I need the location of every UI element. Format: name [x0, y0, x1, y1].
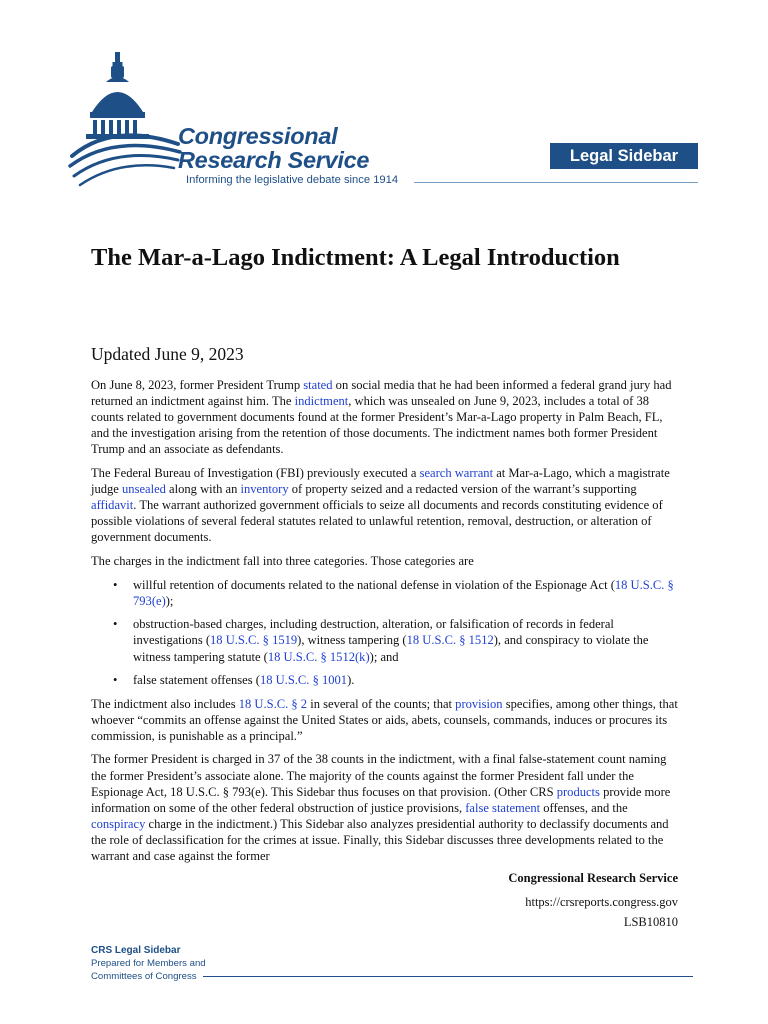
- text: ), witness tampering (: [297, 633, 407, 648]
- text: ), and conspiracy to violate the witness tampering statute (: [133, 633, 649, 664]
- bullet-icon: •: [113, 617, 118, 632]
- footer-url[interactable]: https://crsreports.congress.gov: [525, 895, 678, 909]
- list-item: [91, 672, 681, 688]
- link-793e[interactable]: 18 U.S.C. § 793(e): [133, 577, 674, 608]
- text: offenses, and the: [540, 800, 628, 815]
- footer-citation: [508, 870, 678, 930]
- charges-list: [91, 577, 681, 688]
- text: false statement offenses (: [133, 673, 260, 688]
- link-indictment[interactable]: indictment: [294, 394, 349, 409]
- bullet-icon: •: [113, 577, 118, 592]
- list-item: [91, 577, 681, 609]
- footer-divider: [203, 976, 693, 977]
- link-affidavit[interactable]: affidavit: [91, 498, 134, 513]
- link-provision[interactable]: provision: [455, 696, 503, 711]
- paragraph-1: [91, 377, 681, 457]
- text: The Federal Bureau of Investigation (FBI) previously executed a: [91, 466, 420, 481]
- link-stated[interactable]: stated: [303, 378, 333, 392]
- link-false-statement[interactable]: false statement: [465, 800, 541, 815]
- text: The former President is charged in 37 of the 38 counts in the indictment, with a final false-statement count naming the former President’s associate alone. The majority of the counts against the former President fall under the Espionage Act, 18 U.S.C. § 793(e). This Sidebar thus focuses on that provision. (Other CRS: [91, 752, 667, 799]
- footer-label: [91, 944, 206, 983]
- text: obstruction-based charges, including destruction, alteration, or falsification of records in federal investigations (: [133, 617, 614, 648]
- text: on social media that he had been informed a federal grand jury had returned an indictment against him. The: [91, 378, 672, 409]
- text: charge in the indictment.) This Sidebar also analyzes presidential authority to declassify documents and the role of declassification for the crimes at issue. Finally, this Sidebar discusses three developments related to the warrant and case against the former: [91, 816, 669, 863]
- bullet-icon: •: [113, 673, 118, 688]
- link-1512k[interactable]: 18 U.S.C. § 1512(k): [267, 649, 370, 664]
- link-usc-2[interactable]: 18 U.S.C. § 2: [238, 696, 308, 711]
- legal-sidebar-badge: Legal Sidebar: [550, 143, 698, 169]
- text: ); and: [369, 649, 399, 664]
- org-name-line2: Research Service: [178, 147, 370, 173]
- text: along with an: [165, 482, 241, 497]
- footer-series-label: CRS Legal Sidebar: [91, 945, 181, 956]
- text: at Mar-a-Lago, which a magistrate judge: [91, 466, 670, 497]
- link-products[interactable]: products: [556, 784, 600, 799]
- article-body: [91, 377, 681, 872]
- link-1001[interactable]: 18 U.S.C. § 1001: [259, 673, 348, 688]
- paragraph-2: [91, 465, 681, 545]
- org-name-line1: Congressional: [178, 123, 338, 149]
- text: . The warrant authorized government officials to seize all documents and records constituting evidence of possible violations of several federal statutes related to unlawful retention, removal, destruction, or alteration of government documents.: [91, 498, 663, 545]
- text: specifies, among other things, that whoever “commits an offense against the United States or aids, abets, counsels, commands, induces or procures its commission, is punishable as a principal.”: [91, 696, 678, 743]
- footer-prepared-line2: Committees of Congress: [91, 971, 197, 982]
- paragraph-4: [91, 696, 681, 744]
- link-conspiracy[interactable]: conspiracy: [91, 816, 146, 831]
- link-1512[interactable]: 18 U.S.C. § 1512: [406, 633, 494, 648]
- text: ).: [347, 673, 355, 688]
- footer-org: Congressional Research Service: [508, 871, 678, 885]
- link-1519[interactable]: 18 U.S.C. § 1519: [210, 633, 298, 648]
- text: On June 8, 2023, former President Trump: [91, 378, 304, 392]
- list-item: [91, 616, 681, 664]
- crs-wordmark: [178, 124, 369, 172]
- text: willful retention of documents related to the national defense in violation of the Espionage Act (: [133, 577, 615, 592]
- report-code: LSB10810: [623, 915, 678, 929]
- text: provide more information on some of the other federal obstruction of justice provisions,: [91, 784, 671, 815]
- footer-prepared-line1: Prepared for Members and: [91, 958, 206, 969]
- text: The indictment also includes: [91, 696, 239, 711]
- org-tagline: Informing the legislative debate since 1914: [186, 174, 399, 186]
- paragraph-3: The charges in the indictment fall into three categories. Those categories are: [91, 554, 474, 569]
- text: in several of the counts; that: [307, 696, 456, 711]
- link-unsealed[interactable]: unsealed: [122, 482, 166, 497]
- header-divider: [414, 182, 698, 183]
- text: , which was unsealed on June 9, 2023, includes a total of 38 counts related to government documents found at the former President’s Mar-a-Lago property in Palm Beach, FL, and the investigation arising from the retention of those documents. The indictment names both former President Trump and an associate as defendants.: [91, 394, 663, 457]
- text: of property seized and a redacted version of the warrant’s supporting: [288, 482, 637, 497]
- link-inventory[interactable]: inventory: [240, 482, 289, 497]
- updated-date: Updated June 9, 2023: [91, 344, 244, 364]
- crs-capitol-logo: [68, 52, 188, 192]
- page-title: The Mar-a-Lago Indictment: A Legal Introduction: [91, 244, 620, 271]
- text: );: [165, 593, 174, 608]
- paragraph-5: [91, 751, 681, 864]
- link-search-warrant[interactable]: search warrant: [419, 466, 494, 481]
